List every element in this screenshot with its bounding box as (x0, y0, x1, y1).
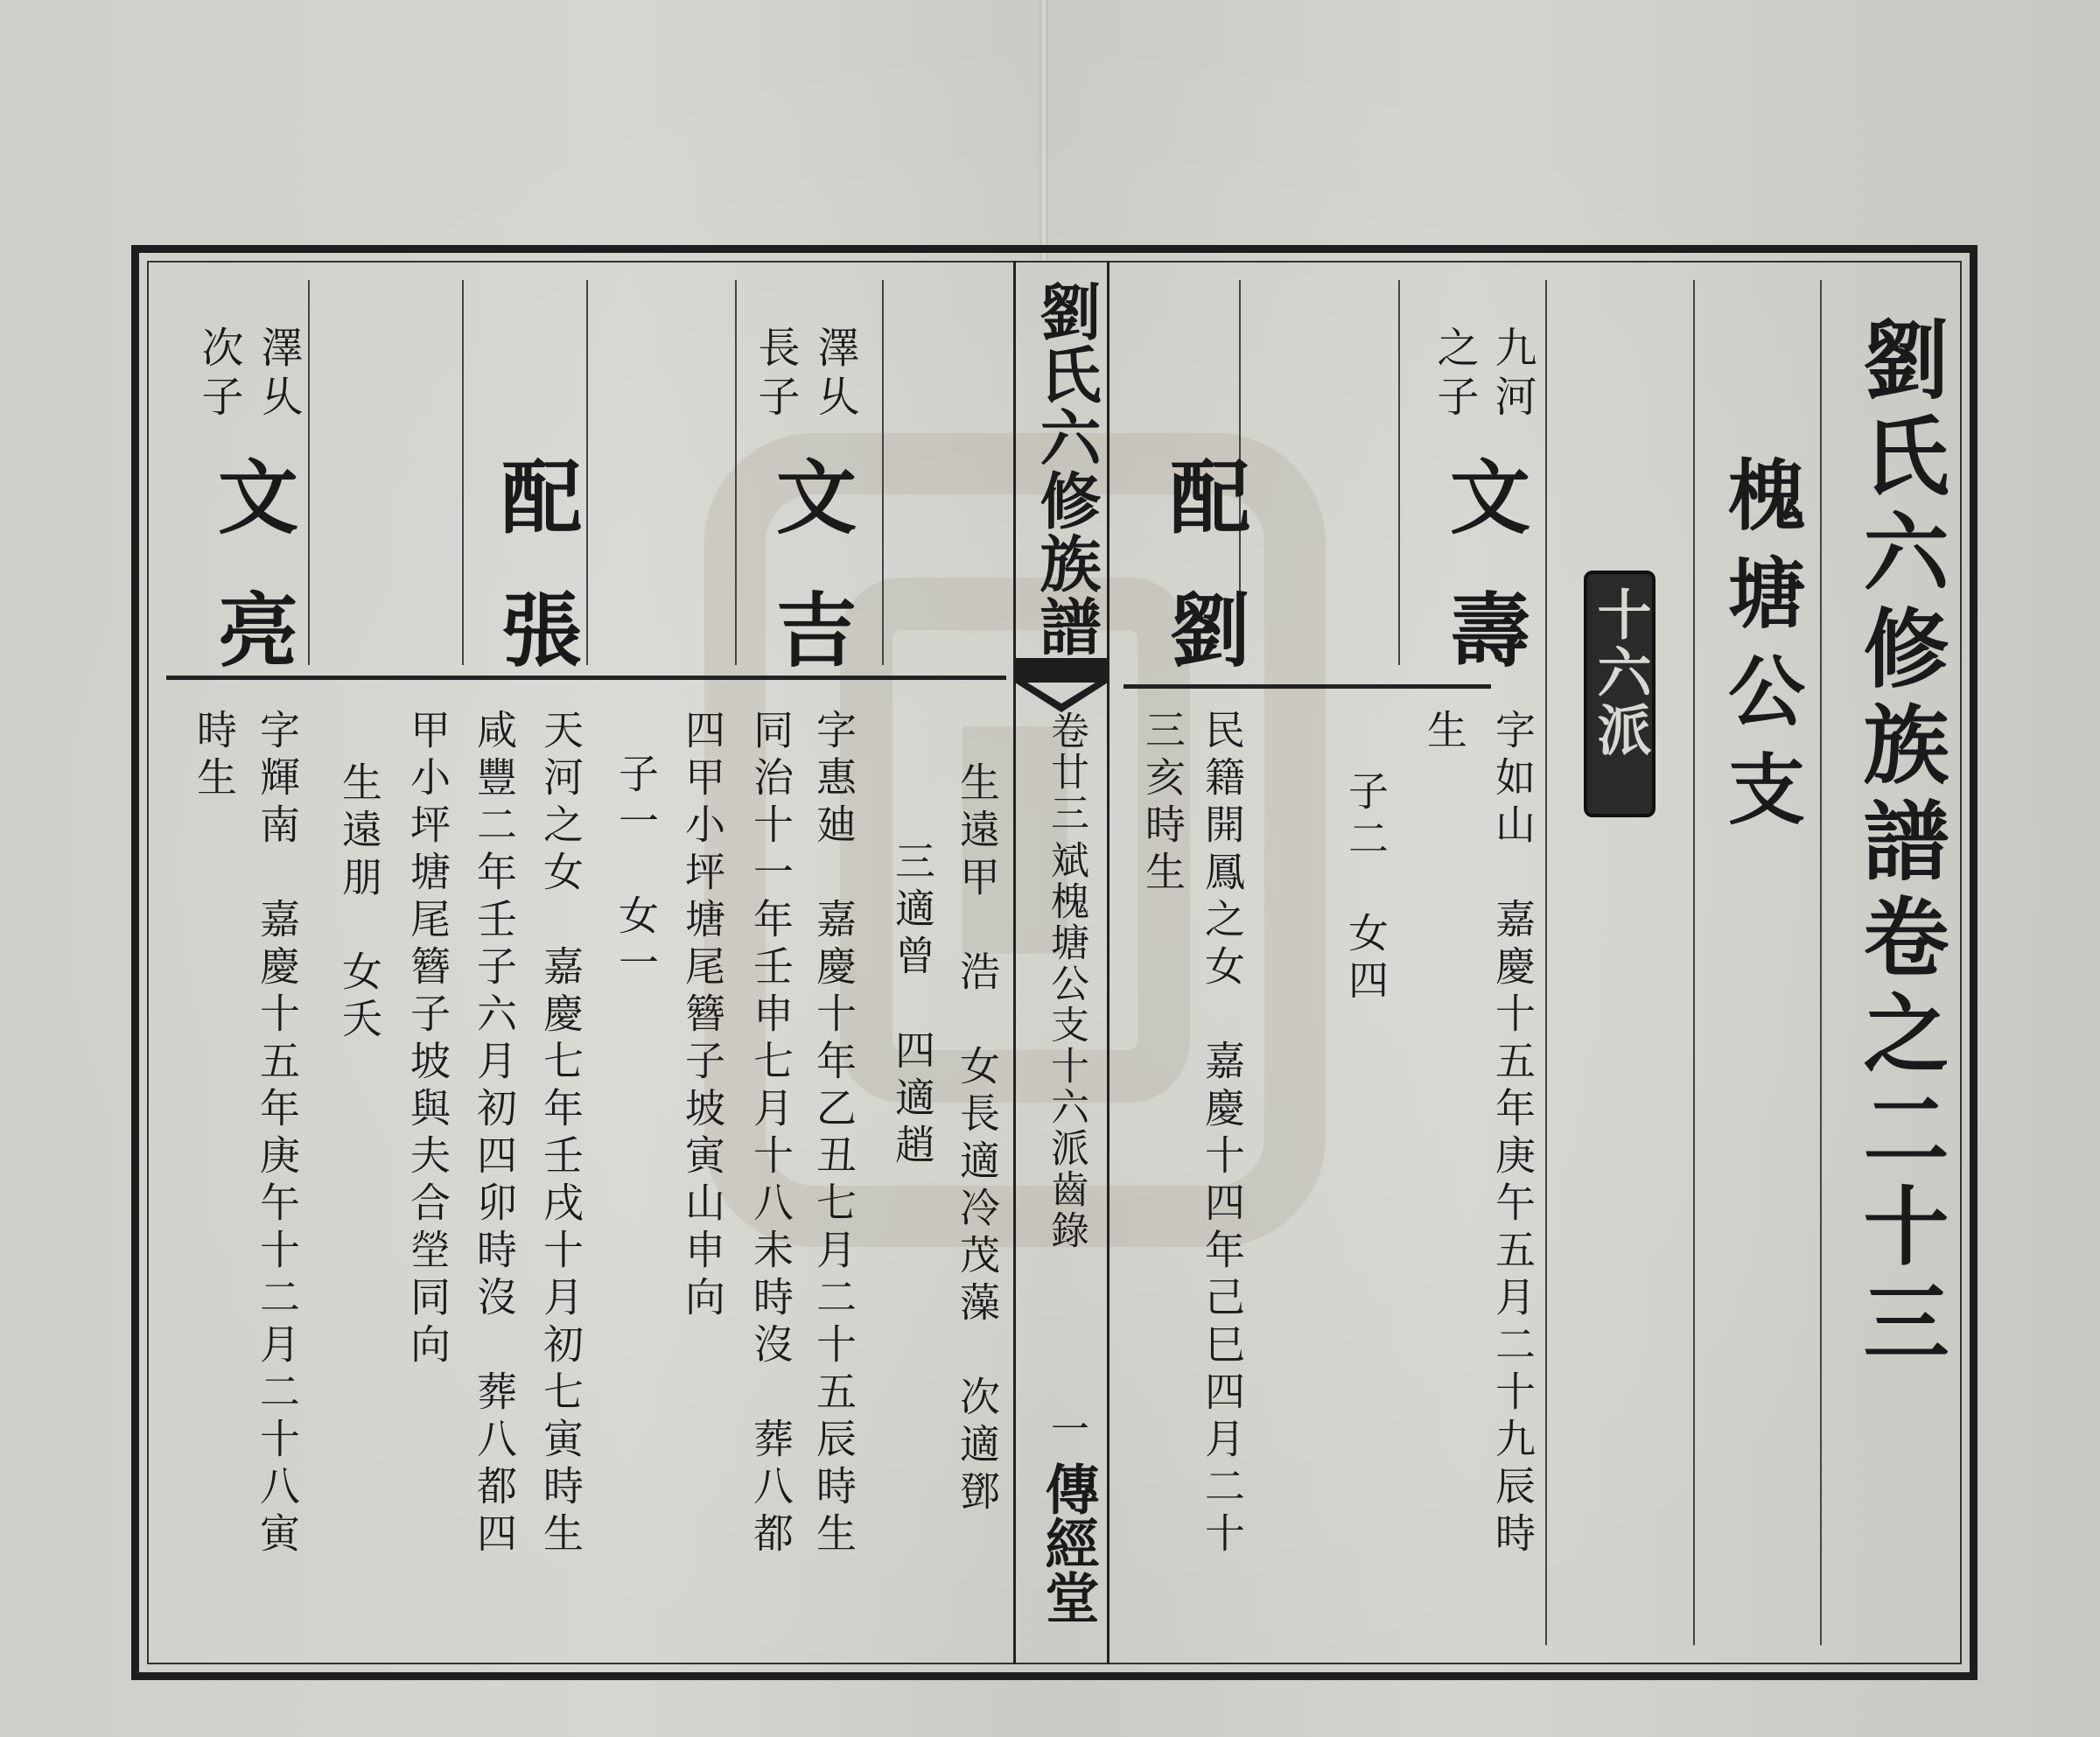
spouse-detail: 甲小坪塘尾簪子坡與夫合塋同向 (404, 709, 452, 1370)
entry-parents: 澤乆 (254, 326, 303, 424)
entry-name: 文吉 (763, 455, 858, 721)
entry-detail: 時生 (191, 709, 238, 803)
entry-detail: 生 (1421, 709, 1468, 756)
center-volume: 卷廿三 (1044, 711, 1088, 834)
entry-name: 文亮 (205, 455, 299, 721)
column-rule (1398, 280, 1400, 665)
entry-children: 子二 女四 (1342, 770, 1390, 1006)
column-rule (1545, 280, 1547, 1645)
spouse-detail: 三亥時生 (1139, 709, 1186, 898)
entry-relation: 次子 (194, 326, 243, 424)
entry-detail: 四甲小坪塘尾簪子坡寅山申向 (679, 709, 726, 1323)
generation-badge (1584, 571, 1656, 817)
center-section: 斌槐塘公支十六派齒錄 (1044, 840, 1088, 1251)
column-rule (462, 280, 464, 665)
spouse-detail: 咸豐二年壬子六月初四卯時沒 葬八都四 (471, 709, 518, 1559)
column-rule (735, 280, 737, 665)
column-rule (1820, 280, 1822, 1645)
entry-parents: 九河 (1488, 326, 1536, 424)
entry-children: 子一 女一 (612, 753, 660, 989)
entry-detail: 字輝南 嘉慶十五年庚午十二月二十八寅 (254, 709, 301, 1559)
center-hall-name: 傳經堂 (1036, 1461, 1100, 1624)
branch-heading: 槐塘公支 (1716, 455, 1807, 847)
volume-title: 劉氏六修族譜卷之二十三 (1849, 315, 1950, 1374)
column-rule (882, 280, 884, 665)
fold-mark (1015, 658, 1108, 674)
entry-detail: 字惠廸 嘉慶十年乙丑七月二十五辰時生 (810, 709, 858, 1559)
entry-relation: 之子 (1430, 326, 1479, 424)
center-book-title: 劉氏六修族譜 (1030, 280, 1102, 658)
entry-parents: 澤乆 (810, 326, 859, 424)
entry-detail: 同治十一年壬申七月十八未時沒 葬八都 (747, 709, 794, 1559)
entry-relation: 長子 (751, 326, 800, 424)
entry-detail: 生遠甲 浩 女長適冷茂藻 次適鄧 (954, 761, 1001, 1517)
column-rule (1693, 280, 1695, 1645)
spouse-detail: 民籍開鳳之女 嘉慶十四年己巳四月二十 (1199, 709, 1246, 1559)
entry-detail: 字如山 嘉慶十五年庚午五月二十九辰時 (1489, 709, 1536, 1559)
book-gutter (1040, 0, 1048, 263)
center-page-number: 一 (1044, 1409, 1088, 1450)
entry-name: 文壽 (1437, 455, 1531, 721)
generation-badge-label: 十六派 (1588, 586, 1652, 760)
spouse-detail: 天河之女 嘉慶七年壬戌十月初七寅時生 (537, 709, 584, 1559)
entry-detail: 三適曾 四適趙 (889, 840, 936, 1171)
spouse-children: 生遠朋 女夭 (336, 761, 383, 1045)
spouse-name: 配張 (488, 455, 583, 721)
spouse-name: 配劉 (1157, 455, 1251, 721)
